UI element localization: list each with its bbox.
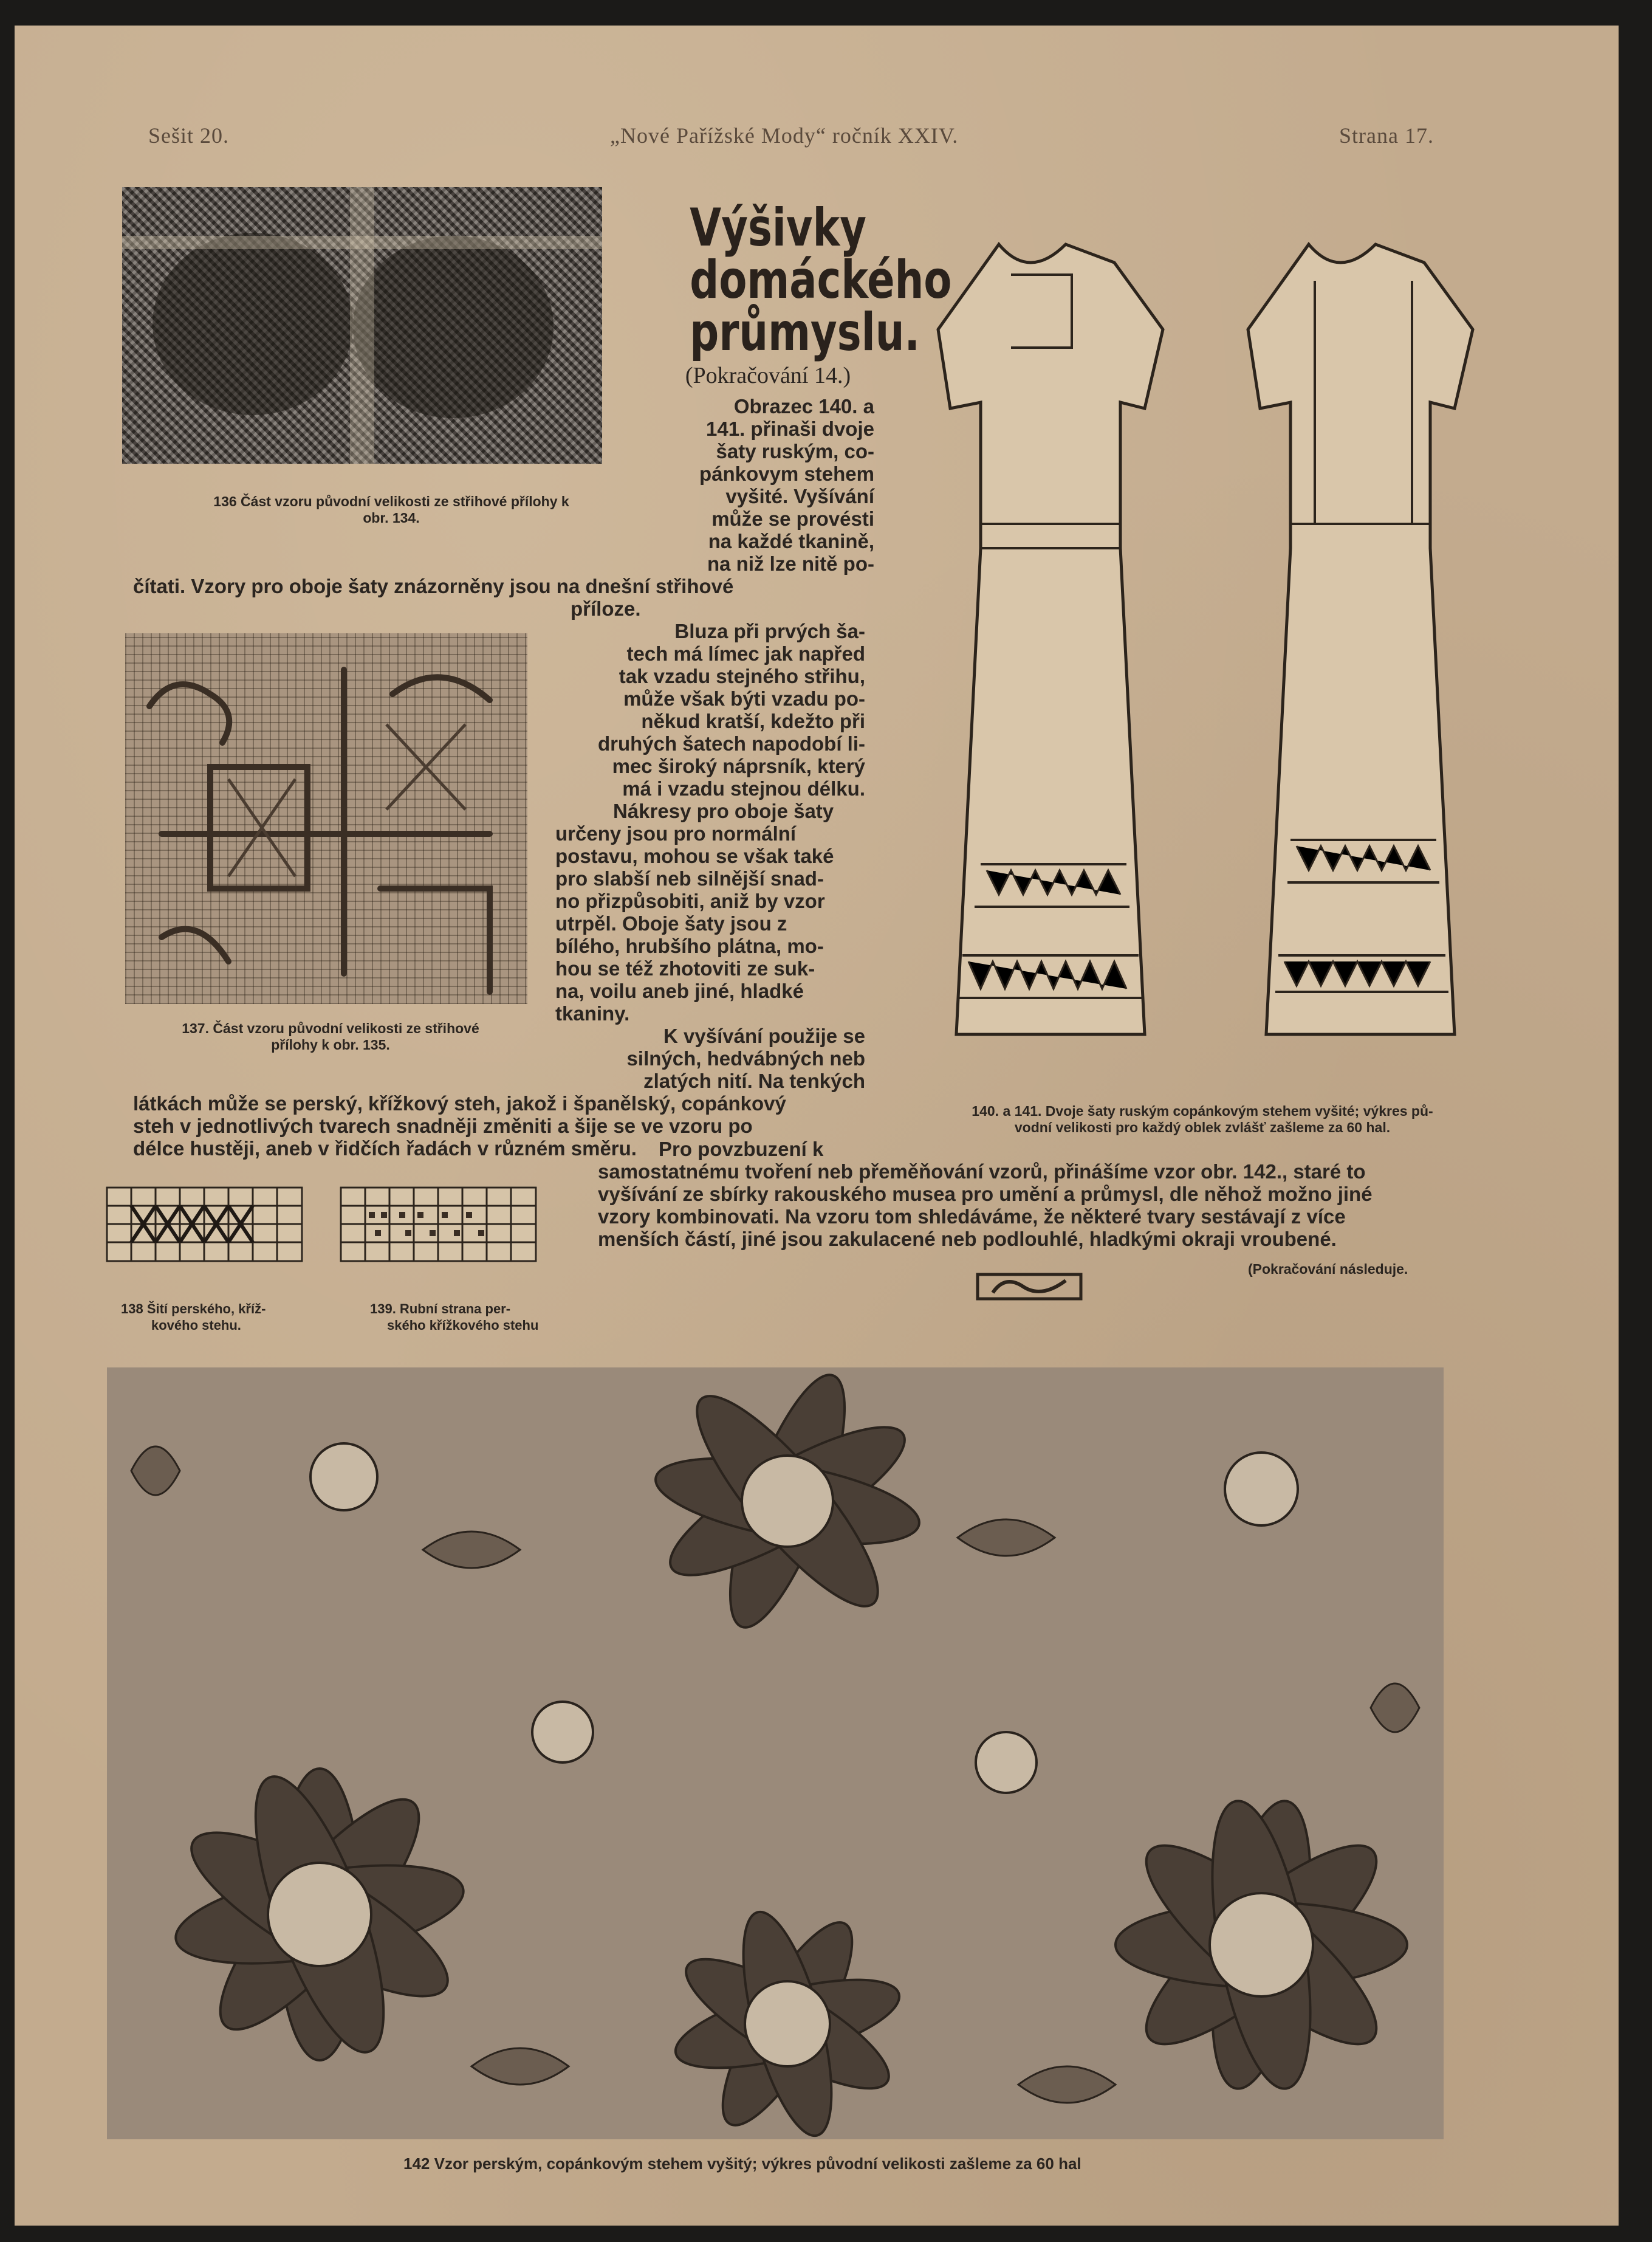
text-line: tak vzadu stejného střihu, (619, 665, 865, 687)
paragraph-5 (598, 1138, 1485, 1250)
text-line: utrpěl. Oboje šaty jsou z (555, 912, 787, 935)
article-title (668, 198, 952, 389)
text-line: vzory kombinovati. Na vzoru tom shledáváme, že některé tvary sestávají z více (598, 1205, 1346, 1228)
text-line: no přizpůsobiti, aniž by vzor (555, 890, 825, 912)
ornament-divider (975, 1268, 1084, 1305)
dresses-illustration (889, 208, 1509, 1071)
paragraph-1 (674, 395, 874, 575)
text-line: tech má límec jak napřed (626, 642, 865, 665)
ornament-icon (975, 1268, 1084, 1305)
caption-line: 138 Šití perského, kříž- (121, 1301, 266, 1316)
continuation-note: (Pokračování 14.) (685, 363, 851, 388)
text-line: K vyšívání použije se (663, 1025, 865, 1047)
text-line: délce hustěji, aneb v řidčích řadách v různém směru. (133, 1137, 637, 1160)
text-line: steh v jednotlivých tvarech snadněji změniti a šije se ve vzoru po (133, 1115, 753, 1137)
figure-136-embroidery-photo (122, 187, 602, 464)
magazine-page (15, 26, 1619, 2226)
text-line: menších částí, jiné jsou zakulacené neb podlouhlé, hladkými okraji vroubené. (598, 1228, 1337, 1250)
caption-line: obr. 134. (363, 510, 420, 526)
text-line: určeny jsou pro normální (555, 822, 797, 845)
figure-142-floral-motif (107, 1367, 1444, 2139)
figure-139-diagram (340, 1186, 537, 1262)
figure-136-motif (122, 187, 602, 464)
figure-140-141-caption (899, 1103, 1506, 1136)
text-line: silných, hedvábných neb (626, 1047, 865, 1070)
text-line: Bluza při prvých ša- (674, 620, 865, 642)
issue-number: Sešit 20. (148, 123, 230, 148)
figure-139-caption (370, 1301, 601, 1333)
text-line: může však býti vzadu po- (623, 687, 865, 710)
text-line: někud kratší, kdežto při (641, 710, 865, 732)
caption-line: 137. Část vzoru původní velikosti ze střihové (182, 1020, 479, 1036)
caption-line: ského křížkového stehu (387, 1318, 539, 1333)
text-line: mec široký náprsník, který (612, 755, 865, 777)
figure-139-stitch-grid (340, 1186, 537, 1262)
paragraph-4 (555, 1025, 865, 1092)
text-line: samostatnému tvoření neb přeměňování vzorů, přinášíme vzor obr. 142., staré to (598, 1160, 1366, 1183)
text-line: zlatých nití. Na tenkých (643, 1070, 865, 1092)
caption-line: 136 Část vzoru původní velikosti ze střihové přílohy k (213, 493, 569, 509)
figure-137-caption (136, 1020, 525, 1053)
text-line: druhých šatech napodobí li- (597, 732, 865, 755)
figure-138-stitch-grid (106, 1186, 303, 1262)
text-line: postavu, mohou se však také (555, 845, 834, 867)
text-line: na, voilu aneb jiné, hladké (555, 980, 804, 1002)
page-number: Strana 17. (1339, 123, 1434, 148)
text-line: látkách může se perský, křížkový steh, jakož i španělský, copánkový (133, 1092, 786, 1115)
paragraph-1-end: příloze. (571, 597, 641, 620)
caption-line: 139. Rubní strana per- (370, 1301, 511, 1316)
paragraph-2 (555, 620, 865, 800)
text-line: pánkovym stehem (699, 462, 874, 485)
text-line: bílého, hrubšího plátna, mo- (555, 935, 824, 957)
figure-140-141-dresses (889, 208, 1509, 1071)
figure-137-motif (125, 633, 527, 1004)
magazine-title: „Nové Pařížské Mody“ ročník XXIV. (610, 123, 959, 148)
text-line: má i vzadu stejnou délku. (622, 777, 865, 800)
text-line: hou se též zhotoviti ze suk- (555, 957, 815, 980)
caption-line: 140. a 141. Dvoje šaty ruským copánkovým stehem vyšité; výkres pů- (972, 1103, 1433, 1119)
to-be-continued: (Pokračování následuje. (1248, 1261, 1408, 1277)
text-line: Obrazec 140. a (733, 395, 874, 418)
text-line: šaty ruským, co- (716, 440, 874, 462)
title-line: Výšivky (690, 198, 866, 258)
paragraph-3 (555, 800, 865, 1025)
figure-142-embroidery-photo (107, 1367, 1444, 2139)
caption-line: přílohy k obr. 135. (271, 1037, 390, 1053)
text-line: na niž lze nitě po- (707, 552, 874, 575)
title-line: průmyslu. (690, 302, 920, 363)
text-line: tkaniny. (555, 1002, 630, 1025)
text-line: pro slabší neb silnější snad- (555, 867, 824, 890)
figure-138-diagram (106, 1186, 303, 1262)
text-line: vyšité. Vyšívání (725, 485, 874, 507)
figure-137-embroidery-grid (125, 633, 527, 1004)
text-line: na každé tkanině, (708, 530, 874, 552)
paragraph-1-wide-line: čítati. Vzory pro oboje šaty znázorněny jsou na dnešní střihové (133, 575, 734, 597)
text-line: vyšívání ze sbírky rakouského musea pro umění a průmysl, dle něhož možno jiné (598, 1183, 1373, 1205)
text-line: Nákresy pro oboje šaty (613, 800, 834, 822)
text-line: 141. přinaši dvoje (706, 418, 874, 440)
caption-line: kového stehu. (151, 1318, 241, 1333)
title-line: domáckého (690, 250, 952, 311)
figure-136-caption (133, 493, 649, 526)
text-line: Pro povzbuzení k (659, 1138, 824, 1160)
figure-142-caption: 142 Vzor perským, copánkovým stehem vyšitý; výkres původní velikosti zašleme za 60 hal (403, 2154, 1081, 2173)
caption-line: vodní velikosti pro každý oblek zvlášť zašleme za 60 hal. (1014, 1119, 1391, 1135)
text-line: může se provésti (711, 507, 874, 530)
figure-138-caption (121, 1301, 352, 1333)
